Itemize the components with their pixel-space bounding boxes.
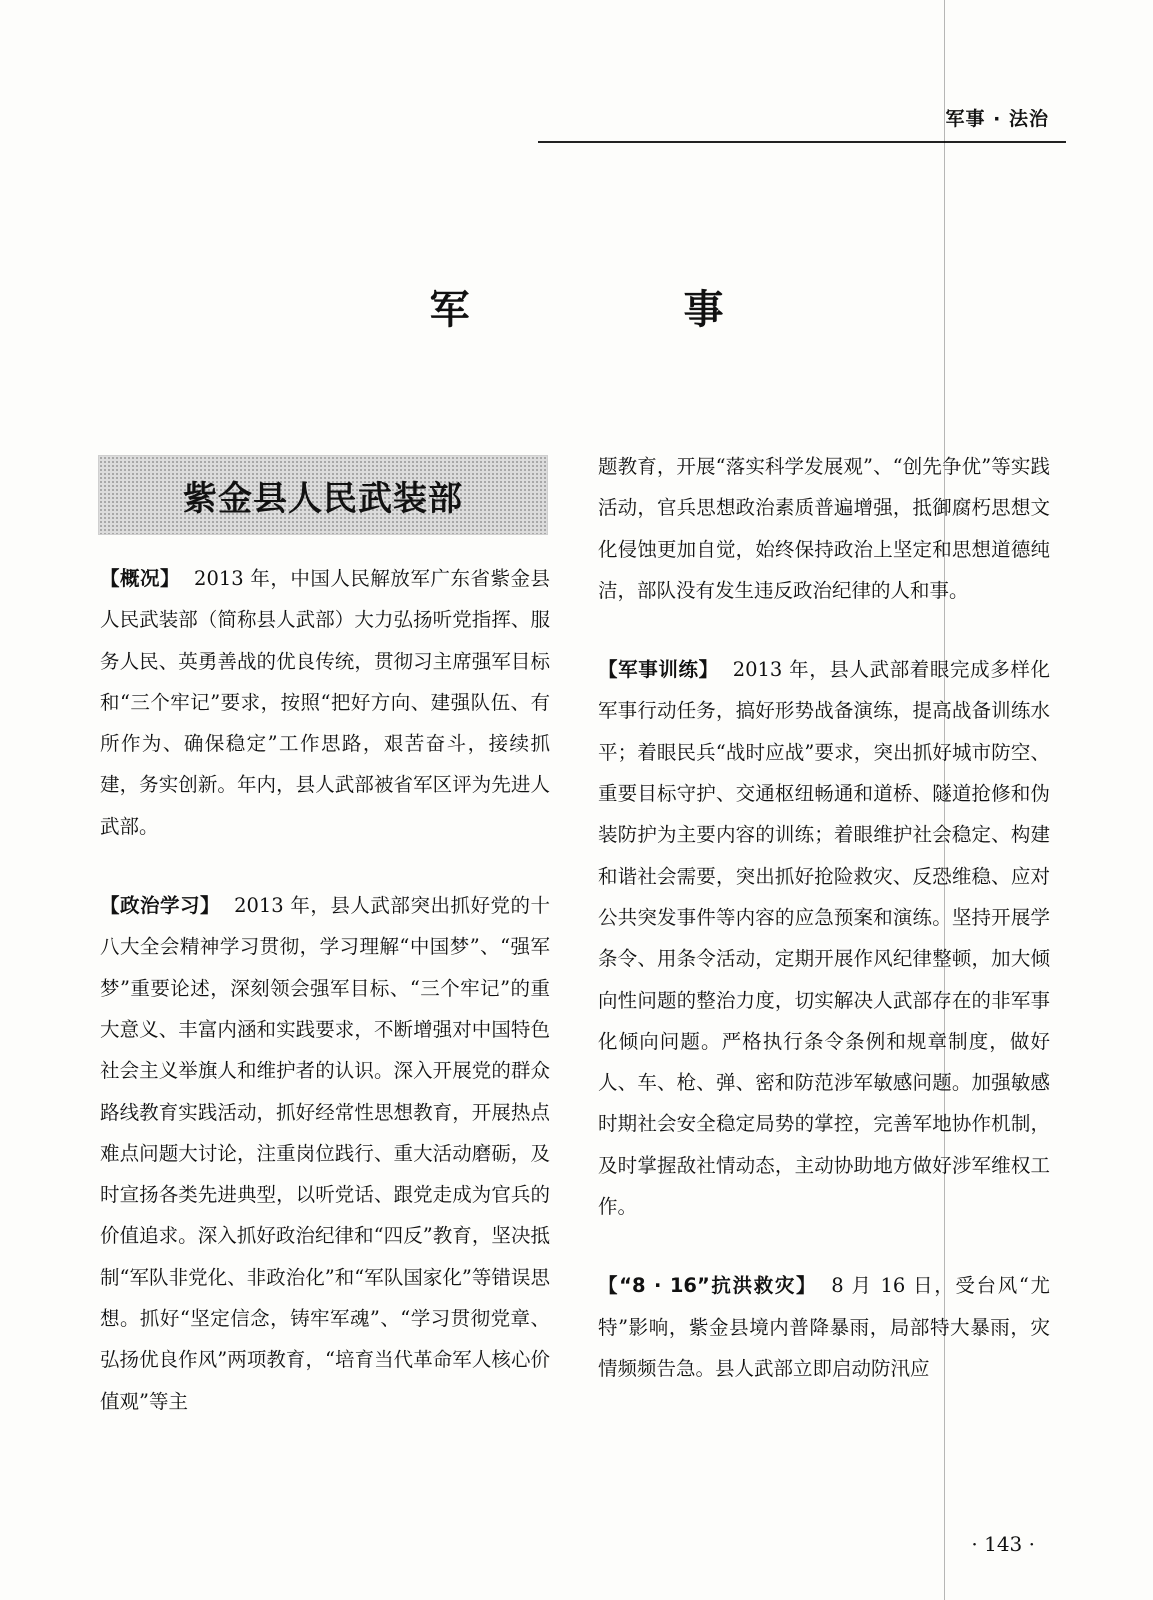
org-title: 紫金县人民武装部 <box>183 478 463 519</box>
paragraph-continued <box>598 446 1050 611</box>
left-column <box>100 558 550 1422</box>
paragraph-text: 2013 年，县人武部突出抓好党的十八大全会精神学习贯彻，学习理解“中国梦”、“强军梦”重要论述，深刻领会强军目标、“三个牢记”的重大意义、丰富内涵和实践要求，不断增强对中国特色社会主义举旗人和维护者的认识。深入开展党的群众路线教育实践活动，抓好经常性思想教育，开展热点难点问题大讨论，注重岗位践行、重大活动磨砺，及时宣扬各类先进典型，以听党话、跟党走成为官兵的价值追求。深入抓好政治纪律和“四反”教育，坚决抵制“军队非党化、非政治化”和“军队国家化”等错误思想。抓好“坚定信念，铸牢军魂”、“学习贯彻党章、弘扬优良作风”两项教育，“培育当代革命军人核心价值观”等主 <box>100 894 550 1413</box>
scan-artifact-line <box>944 0 945 1600</box>
paragraph-political-study <box>100 885 550 1422</box>
paragraph-text: 8 月 16 日，受台风“尤特”影响，紫金县境内普降暴雨，局部特大暴雨，灾情频频告急。县人武部立即启动防汛应 <box>598 1274 1050 1380</box>
running-header: 军事 · 法治 <box>945 108 1049 130</box>
page-number: · 143 · <box>971 1532 1035 1556</box>
paragraph-military-training <box>598 649 1050 1227</box>
section-title: 军 事 <box>429 286 824 333</box>
paragraph-flood-relief <box>598 1265 1050 1389</box>
paragraph-heading: 【政治学习】 <box>100 894 221 918</box>
right-column <box>598 446 1050 1389</box>
paragraph-text: 2013 年，中国人民解放军广东省紫金县人民武装部（简称县人武部）大力弘扬听党指挥、服务人民、英勇善战的优良传统，贯彻习主席强军目标和“三个牢记”要求，按照“把好方向、建强队伍、有所作为、确保稳定”工作思路，艰苦奋斗，接续抓建，务实创新。年内，县人武部被省军区评为先进人武部。 <box>100 567 550 838</box>
paragraph-heading: 【“8 · 16”抗洪救灾】 <box>598 1274 818 1298</box>
paragraph-text: 题教育，开展“落实科学发展观”、“创先争优”等实践活动，官兵思想政治素质普遍增强，抵御腐朽思想文化侵蚀更加自觉，始终保持政治上坚定和思想道德纯洁，部队没有发生违反政治纪律的人和事。 <box>598 455 1050 602</box>
paragraph-heading: 【概况】 <box>100 567 181 590</box>
paragraph-heading: 【军事训练】 <box>598 658 719 682</box>
org-title-box <box>98 455 548 535</box>
paragraph-text: 2013 年，县人武部着眼完成多样化军事行动任务，搞好形势战备演练，提高战备训练水平；着眼民兵“战时应战”要求，突出抓好城市防空、重要目标守护、交通枢纽畅通和道桥、隧道抢修和伪装防护为主要内容的训练；着眼维护社会稳定、构建和谐社会需要，突出抓好抢险救灾、反恐维稳、应对公共突发事件等内容的应急预案和演练。坚持开展学条令、用条令活动，定期开展作风纪律整顿，加大倾向性问题的整治力度，切实解决人武部存在的非军事化倾向问题。严格执行条令条例和规章制度，做好人、车、枪、弹、密和防范涉军敏感问题。加强敏感时期社会安全稳定局势的掌控，完善军地协作机制，及时掌握敌社情动态，主动协助地方做好涉军维权工作。 <box>598 658 1050 1219</box>
header-rule <box>538 141 1066 143</box>
paragraph-overview <box>100 558 550 847</box>
